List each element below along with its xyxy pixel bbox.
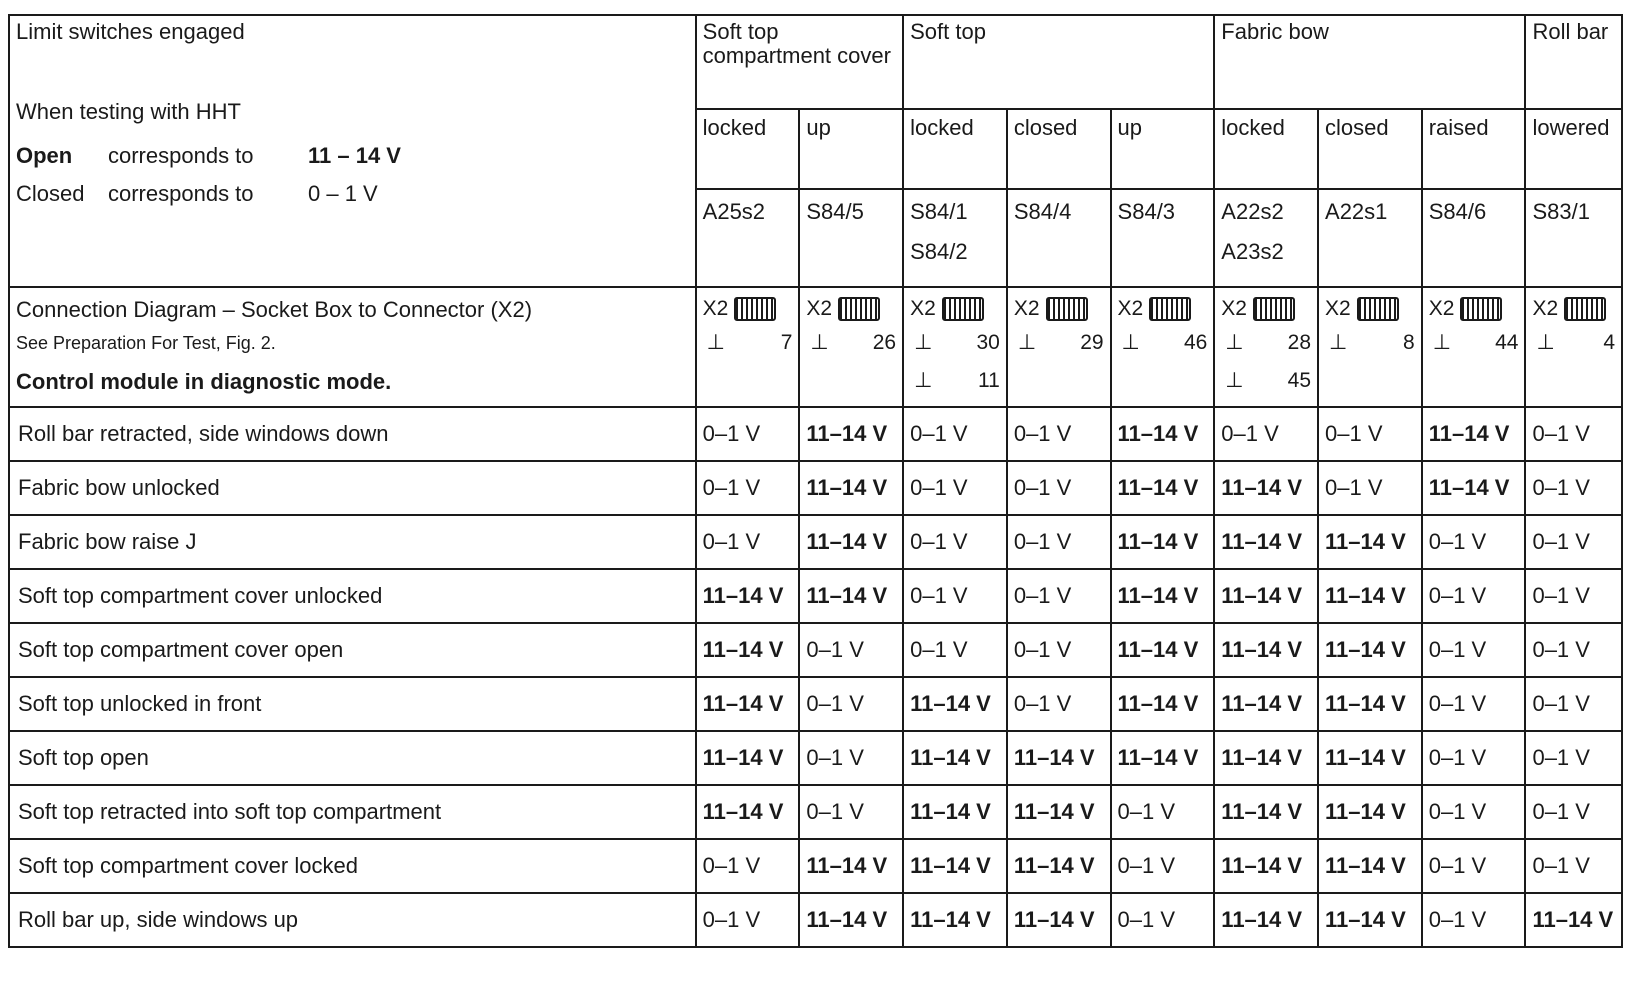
- pin-number: 11: [978, 369, 1000, 393]
- voltage-cell: 11–14 V: [1111, 569, 1215, 623]
- component-code: S84/6: [1428, 199, 1487, 224]
- preparation-note: See Preparation For Test, Fig. 2.: [16, 333, 276, 353]
- x2-label: X2: [1013, 297, 1040, 321]
- voltage-cell: 11–14 V: [1214, 677, 1318, 731]
- component-code: A22s1: [1325, 199, 1388, 224]
- voltage-cell: 11–14 V: [903, 731, 1007, 785]
- row-label: Soft top compartment cover open: [9, 623, 696, 677]
- component-code: A25s2: [702, 199, 766, 224]
- voltage-cell: 0–1 V: [1525, 677, 1622, 731]
- voltage-cell: 11–14 V: [1318, 893, 1422, 947]
- open-key: Open: [16, 143, 73, 168]
- voltage-cell: 0–1 V: [1422, 893, 1526, 947]
- component-code: S84/4: [1013, 199, 1072, 224]
- sub-header-locked: locked: [696, 109, 800, 189]
- pin-number: 26: [872, 331, 897, 355]
- voltage-cell: 0–1 V: [1007, 677, 1111, 731]
- connector-icon: [1357, 297, 1399, 321]
- voltage-cell: 11–14 V: [903, 839, 1007, 893]
- voltage-cell: 11–14 V: [1422, 461, 1526, 515]
- closed-value: 0 – 1 V: [308, 181, 378, 206]
- closed-key: Closed: [16, 181, 85, 206]
- component-code-cell: [903, 189, 1007, 287]
- sub-header-raised: raised: [1422, 109, 1526, 189]
- row-label: Soft top compartment cover locked: [9, 839, 696, 893]
- connector-icon: [1460, 297, 1502, 321]
- voltage-cell: 11–14 V: [903, 785, 1007, 839]
- x2-label: X2: [806, 297, 833, 321]
- voltage-cell: 0–1 V: [903, 569, 1007, 623]
- ground-icon: ⊥: [1536, 331, 1555, 355]
- voltage-cell: 11–14 V: [1214, 731, 1318, 785]
- pin-entry: [703, 324, 793, 362]
- voltage-cell: 0–1 V: [1525, 731, 1622, 785]
- voltage-cell: 11–14 V: [1007, 785, 1111, 839]
- pin-number: 8: [1403, 331, 1415, 355]
- voltage-cell: 0–1 V: [696, 515, 800, 569]
- pin-cell: [1111, 287, 1215, 407]
- x2-connector: [1221, 294, 1311, 324]
- pin-cell: [1318, 287, 1422, 407]
- voltage-cell: 0–1 V: [799, 731, 903, 785]
- pin-number: 4: [1603, 331, 1615, 355]
- x2-label: X2: [1117, 297, 1144, 321]
- voltage-cell: 11–14 V: [903, 677, 1007, 731]
- sub-header-closed: closed: [1318, 109, 1422, 189]
- x2-label: X2: [1428, 297, 1455, 321]
- pin-entry: [1429, 324, 1519, 362]
- table-row: [9, 407, 1622, 461]
- pin-entry: [1118, 324, 1208, 362]
- pin-number: 28: [1287, 331, 1312, 355]
- pin-entry: [910, 324, 1000, 362]
- voltage-cell: 11–14 V: [1318, 515, 1422, 569]
- voltage-cell: 11–14 V: [1111, 407, 1215, 461]
- connection-row: [9, 287, 1622, 407]
- voltage-cell: 0–1 V: [903, 461, 1007, 515]
- x2-connector: [1325, 294, 1415, 324]
- voltage-cell: 0–1 V: [1111, 839, 1215, 893]
- sub-header-locked: locked: [903, 109, 1007, 189]
- row-label: Fabric bow unlocked: [9, 461, 696, 515]
- connector-icon: [1564, 297, 1606, 321]
- row-label: Fabric bow raise J: [9, 515, 696, 569]
- voltage-cell: 0–1 V: [799, 785, 903, 839]
- pin-number: 30: [976, 331, 1000, 355]
- x2-label: X2: [1532, 297, 1559, 321]
- voltage-cell: 0–1 V: [696, 407, 800, 461]
- pin-entry: [1221, 324, 1311, 362]
- ground-icon: ⊥: [1432, 331, 1452, 355]
- voltage-cell: 0–1 V: [1525, 515, 1622, 569]
- pin-entry: [1532, 324, 1615, 362]
- voltage-cell: 11–14 V: [799, 461, 903, 515]
- voltage-cell: 11–14 V: [799, 839, 903, 893]
- voltage-cell: 11–14 V: [799, 515, 903, 569]
- open-corresponds: corresponds to: [108, 143, 254, 168]
- component-code-cell: [1422, 189, 1526, 287]
- pin-number: 46: [1183, 331, 1208, 355]
- ground-icon: ⊥: [810, 331, 829, 355]
- voltage-cell: 11–14 V: [903, 893, 1007, 947]
- voltage-cell: 0–1 V: [1422, 731, 1526, 785]
- group-soft-top: Soft top: [903, 15, 1214, 109]
- voltage-cell: 11–14 V: [1111, 731, 1215, 785]
- voltage-cell: 0–1 V: [696, 893, 800, 947]
- voltage-cell: 0–1 V: [1214, 407, 1318, 461]
- x2-connector: [1118, 294, 1208, 324]
- voltage-cell: 0–1 V: [1422, 677, 1526, 731]
- component-code: S84/1: [910, 199, 968, 224]
- pin-cell: [903, 287, 1007, 407]
- pin-number: 29: [1080, 331, 1104, 355]
- closed-legend: [16, 182, 689, 220]
- table-row: [9, 515, 1622, 569]
- voltage-cell: 0–1 V: [1318, 407, 1422, 461]
- component-code: S84/2: [910, 239, 968, 264]
- voltage-cell: 11–14 V: [1318, 569, 1422, 623]
- ground-icon: ⊥: [1225, 369, 1244, 393]
- table-row: [9, 623, 1622, 677]
- ground-icon: ⊥: [706, 331, 725, 355]
- voltage-cell: 0–1 V: [903, 515, 1007, 569]
- x2-label: X2: [702, 297, 729, 321]
- open-value: 11 – 14 V: [308, 143, 401, 168]
- voltage-cell: 11–14 V: [1007, 893, 1111, 947]
- component-code: S83/1: [1532, 199, 1590, 224]
- connection-diagram-label: Connection Diagram – Socket Box to Connector (X2): [16, 297, 533, 322]
- connector-icon: [942, 297, 984, 321]
- sub-header-locked: locked: [1214, 109, 1318, 189]
- voltage-cell: 11–14 V: [1525, 893, 1622, 947]
- voltage-cell: 11–14 V: [799, 893, 903, 947]
- component-code-cell: [1214, 189, 1318, 287]
- ground-icon: ⊥: [1017, 331, 1037, 355]
- voltage-cell: 11–14 V: [1007, 839, 1111, 893]
- x2-label: X2: [1325, 297, 1351, 321]
- voltage-cell: 0–1 V: [1007, 461, 1111, 515]
- voltage-cell: 0–1 V: [903, 407, 1007, 461]
- x2-label: X2: [910, 297, 936, 321]
- voltage-cell: 0–1 V: [1111, 785, 1215, 839]
- group-fabric-bow: Fabric bow: [1214, 15, 1525, 109]
- voltage-cell: 11–14 V: [1111, 677, 1215, 731]
- row-label: Roll bar up, side windows up: [9, 893, 696, 947]
- voltage-cell: 0–1 V: [1422, 623, 1526, 677]
- sub-header-up: up: [1111, 109, 1215, 189]
- pin-number: 45: [1287, 369, 1312, 393]
- voltage-cell: 0–1 V: [903, 623, 1007, 677]
- connector-icon: [734, 297, 776, 321]
- ground-icon: ⊥: [1329, 331, 1348, 355]
- connector-icon: [838, 297, 880, 321]
- pin-number: 44: [1495, 331, 1519, 355]
- table-row: [9, 731, 1622, 785]
- voltage-cell: 11–14 V: [1214, 785, 1318, 839]
- row-label: Soft top retracted into soft top compartment: [9, 785, 696, 839]
- pin-cell: [1422, 287, 1526, 407]
- group-soft-top-compartment-cover: Soft top compartment cover: [696, 15, 903, 109]
- x2-connector: [910, 294, 1000, 324]
- component-code: S84/3: [1117, 199, 1176, 224]
- connector-icon: [1253, 297, 1295, 321]
- voltage-cell: 11–14 V: [1214, 461, 1318, 515]
- connection-info-cell: [9, 287, 696, 407]
- hht-label: When testing with HHT: [16, 99, 241, 124]
- pin-entry: [910, 362, 1000, 400]
- table-row: [9, 893, 1622, 947]
- voltage-cell: 0–1 V: [1525, 623, 1622, 677]
- voltage-cell: 0–1 V: [1525, 407, 1622, 461]
- voltage-cell: 0–1 V: [1007, 623, 1111, 677]
- x2-label: X2: [1221, 297, 1247, 321]
- pin-entry: [1014, 324, 1104, 362]
- table-row: [9, 569, 1622, 623]
- ground-icon: ⊥: [1121, 331, 1140, 355]
- component-code: A22s2: [1221, 199, 1284, 224]
- voltage-cell: 11–14 V: [1318, 677, 1422, 731]
- diagnostic-mode-note: Control module in diagnostic mode.: [16, 369, 392, 394]
- voltage-cell: 11–14 V: [696, 569, 800, 623]
- component-code-cell: [1525, 189, 1622, 287]
- voltage-cell: 11–14 V: [1111, 515, 1215, 569]
- voltage-cell: 11–14 V: [799, 569, 903, 623]
- component-code: S84/5: [806, 199, 864, 224]
- pin-cell: [1525, 287, 1622, 407]
- limit-switch-test-table: [8, 14, 1623, 948]
- voltage-cell: 0–1 V: [1111, 893, 1215, 947]
- voltage-cell: 11–14 V: [696, 677, 800, 731]
- x2-connector: [806, 294, 896, 324]
- voltage-cell: 11–14 V: [1111, 461, 1215, 515]
- pin-cell: [696, 287, 800, 407]
- component-code-cell: [1318, 189, 1422, 287]
- voltage-cell: 0–1 V: [1525, 569, 1622, 623]
- sub-header-lowered: lowered: [1525, 109, 1622, 189]
- pin-entry: [1221, 362, 1311, 400]
- open-legend: [16, 144, 689, 182]
- voltage-cell: 11–14 V: [799, 407, 903, 461]
- voltage-cell: 11–14 V: [1318, 623, 1422, 677]
- voltage-cell: 11–14 V: [1422, 407, 1526, 461]
- row-label: Roll bar retracted, side windows down: [9, 407, 696, 461]
- voltage-cell: 11–14 V: [1214, 893, 1318, 947]
- ground-icon: ⊥: [914, 369, 933, 393]
- voltage-cell: 0–1 V: [799, 677, 903, 731]
- sub-header-closed: closed: [1007, 109, 1111, 189]
- voltage-cell: 0–1 V: [1422, 785, 1526, 839]
- pin-number: 7: [780, 331, 793, 355]
- table-row: [9, 677, 1622, 731]
- voltage-cell: 0–1 V: [1422, 569, 1526, 623]
- component-code-cell: [1007, 189, 1111, 287]
- connector-icon: [1149, 297, 1191, 321]
- voltage-cell: 11–14 V: [1111, 623, 1215, 677]
- voltage-cell: 11–14 V: [696, 623, 800, 677]
- pin-entry: [1325, 324, 1415, 362]
- x2-connector: [1014, 294, 1104, 324]
- pin-cell: [799, 287, 903, 407]
- voltage-cell: 0–1 V: [1525, 839, 1622, 893]
- voltage-cell: 0–1 V: [1525, 461, 1622, 515]
- row-label: Soft top compartment cover unlocked: [9, 569, 696, 623]
- voltage-cell: 0–1 V: [1007, 569, 1111, 623]
- voltage-cell: 0–1 V: [1318, 461, 1422, 515]
- table-row: [9, 785, 1622, 839]
- row-label: Soft top unlocked in front: [9, 677, 696, 731]
- group-roll-bar: Roll bar: [1525, 15, 1622, 109]
- component-code: A23s2: [1221, 239, 1284, 264]
- x2-connector: [703, 294, 793, 324]
- voltage-cell: 11–14 V: [1214, 515, 1318, 569]
- ground-icon: ⊥: [914, 331, 933, 355]
- component-code-cell: [696, 189, 800, 287]
- voltage-cell: 0–1 V: [1007, 515, 1111, 569]
- connector-icon: [1046, 297, 1088, 321]
- voltage-cell: 0–1 V: [1007, 407, 1111, 461]
- voltage-cell: 0–1 V: [799, 623, 903, 677]
- voltage-cell: 0–1 V: [696, 839, 800, 893]
- x2-connector: [1429, 294, 1519, 324]
- voltage-cell: 0–1 V: [1422, 839, 1526, 893]
- voltage-cell: 11–14 V: [696, 731, 800, 785]
- table-row: [9, 839, 1622, 893]
- voltage-cell: 11–14 V: [1318, 731, 1422, 785]
- table-row: [9, 461, 1622, 515]
- pin-cell: [1214, 287, 1318, 407]
- pin-cell: [1007, 287, 1111, 407]
- voltage-cell: 0–1 V: [696, 461, 800, 515]
- limit-switches-label: Limit switches engaged: [16, 19, 245, 44]
- closed-corresponds: corresponds to: [108, 181, 254, 206]
- voltage-cell: 11–14 V: [696, 785, 800, 839]
- ground-icon: ⊥: [1225, 331, 1244, 355]
- voltage-cell: 11–14 V: [1007, 731, 1111, 785]
- voltage-cell: 11–14 V: [1214, 839, 1318, 893]
- test-table: [8, 14, 1623, 948]
- voltage-cell: 11–14 V: [1318, 839, 1422, 893]
- component-code-cell: [799, 189, 903, 287]
- voltage-cell: 0–1 V: [1422, 515, 1526, 569]
- component-code-cell: [1111, 189, 1215, 287]
- voltage-cell: 11–14 V: [1318, 785, 1422, 839]
- row-label: Soft top open: [9, 731, 696, 785]
- voltage-cell: 0–1 V: [1525, 785, 1622, 839]
- pin-entry: [806, 324, 896, 362]
- sub-header-up: up: [799, 109, 903, 189]
- x2-connector: [1532, 294, 1615, 324]
- header-group-row: [9, 15, 1622, 109]
- legend-cell: [9, 15, 696, 287]
- voltage-cell: 11–14 V: [1214, 623, 1318, 677]
- voltage-cell: 11–14 V: [1214, 569, 1318, 623]
